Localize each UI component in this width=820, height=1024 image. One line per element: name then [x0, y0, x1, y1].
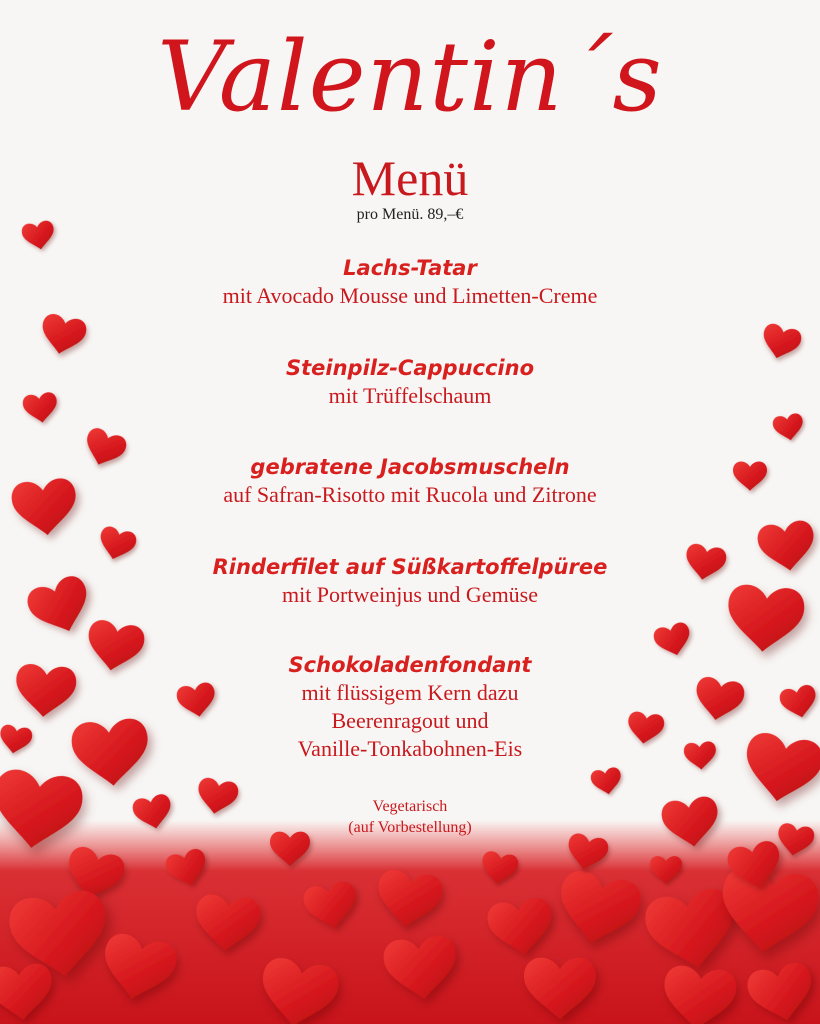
- vegetarian-note: [0, 796, 820, 838]
- course-description: Vanille-Tonkabohnen-Eis: [297, 736, 523, 761]
- course-description: Beerenragout und: [331, 708, 489, 733]
- note-line: (auf Vorbestellung): [348, 819, 472, 836]
- course-description: mit Portweinjus und Gemüse: [281, 582, 539, 607]
- course-name: Schokoladenfondant: [288, 653, 532, 677]
- menu-subtitle: Menü: [351, 150, 469, 206]
- heart-icon: [37, 312, 88, 358]
- heart-icon: [772, 412, 806, 443]
- course-2: [0, 354, 820, 410]
- note-line: Vegetarisch: [372, 798, 448, 815]
- course-name: Lachs-Tatar: [343, 256, 477, 280]
- course-description: mit Avocado Mousse und Limetten-Creme: [222, 283, 598, 308]
- course-4: [0, 553, 820, 609]
- menu-title: Valentin´s: [157, 21, 663, 133]
- heart-icon: [590, 766, 624, 797]
- course-description: mit flüssigem Kern dazu: [301, 680, 519, 705]
- course-1: [0, 254, 820, 310]
- course-5: [0, 651, 820, 763]
- course-description: auf Safran-Risotto mit Rucola und Zitrone: [223, 482, 597, 507]
- course-3: [0, 453, 820, 509]
- course-description: mit Trüffelschaum: [328, 383, 492, 408]
- heart-icon: [21, 219, 57, 252]
- course-name: gebratene Jacobsmuscheln: [250, 455, 570, 479]
- menu-price: pro Menü. 89,–€: [356, 206, 464, 223]
- course-name: Rinderfilet auf Süßkartoffelpüree: [212, 555, 608, 579]
- course-name: Steinpilz-Cappuccino: [286, 356, 534, 380]
